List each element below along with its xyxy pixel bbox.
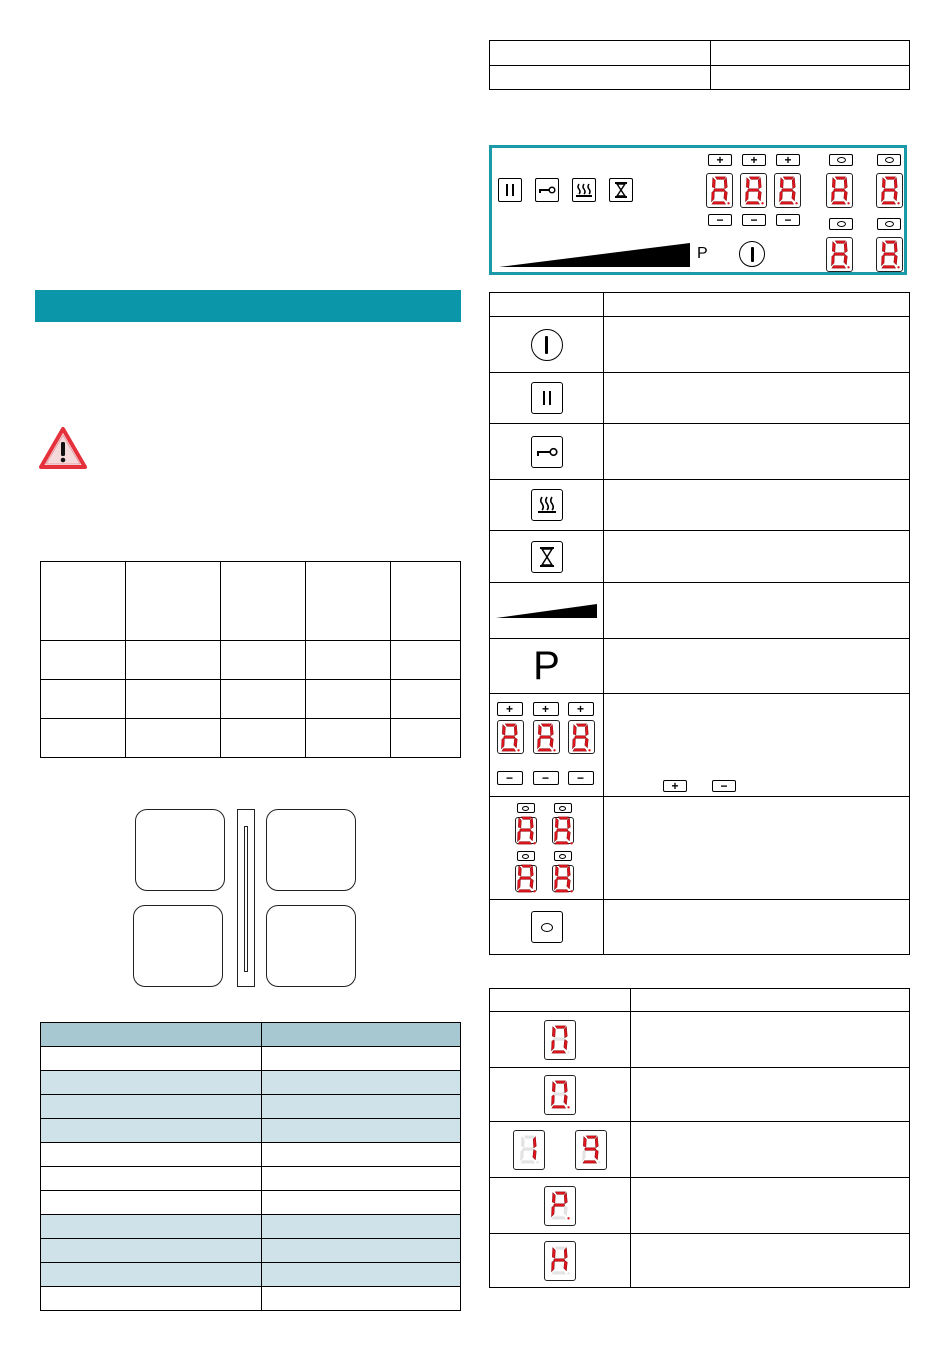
zone-display-group [490,702,603,788]
clock-icon [885,157,894,163]
key-lock-icon [531,436,563,468]
zone1-display [706,173,733,208]
code-zero-display [544,1020,576,1060]
plus-icon: + [568,702,594,716]
lock-button[interactable] [535,178,559,202]
plus-icon: + [663,780,687,792]
power-slider-icon [496,603,598,619]
warning-triangle-icon [38,426,88,470]
pause-icon [504,183,516,197]
timer3-display [826,237,853,272]
hourglass-icon [614,181,628,199]
clock-icon [531,911,563,943]
power-boost-label[interactable]: P [697,245,708,262]
code-zero-dot-display [544,1075,576,1115]
power-slider-icon[interactable] [499,242,691,268]
cooking-zones-diagram [130,805,362,995]
zone2-minus-button[interactable]: − [742,214,766,226]
zone3-plus-button[interactable]: + [776,154,800,166]
keep-warm-icon [575,182,593,198]
zone2-display [740,173,767,208]
on-off-button[interactable] [739,241,765,267]
controls-legend-table [489,292,910,955]
on-off-icon [531,329,563,361]
clock-icon [554,851,572,861]
zone-rear-right [266,905,356,987]
clock-icon [885,221,894,227]
segment-display-icon [515,817,537,844]
zone2-plus-button[interactable]: + [742,154,766,166]
timer4-display [876,237,903,272]
top-info-table [489,40,910,90]
code-p-display [544,1186,576,1226]
control-panel [489,145,907,275]
timer4-button[interactable] [877,218,901,230]
plus-icon: + [533,702,559,716]
timer1-display [826,173,853,208]
hourglass-icon [531,541,563,573]
zone1-minus-button[interactable]: − [708,214,732,226]
timer-button[interactable] [609,178,633,202]
code-nine-display [575,1130,607,1170]
zone1-plus-button[interactable]: + [708,154,732,166]
plus-icon: + [497,702,523,716]
minus-icon: − [497,771,523,785]
segment-display-icon [515,865,537,892]
segment-display-icon [497,720,524,754]
power-boost-icon: P [533,644,560,688]
code-one-display [513,1130,545,1170]
zones-info-table [40,1022,461,1311]
timer-display-group [490,803,603,893]
timer3-button[interactable] [829,218,853,230]
segment-display-icon [568,720,595,754]
zone-front-right [266,809,356,891]
clock-icon [517,803,535,813]
keep-warm-icon [531,489,563,521]
segment-display-icon [533,720,560,754]
pause-icon [531,382,563,414]
minus-icon: − [533,771,559,785]
zone3-display [774,173,801,208]
segment-display-icon [552,865,574,892]
code-h-display [544,1241,576,1281]
key-lock-icon [538,185,556,195]
clock-icon [554,803,572,813]
control-strip [237,809,255,987]
section-header-bar [35,290,461,322]
zone-front-left [135,809,225,891]
power-spec-table [40,561,461,758]
timer2-button[interactable] [877,154,901,166]
clock-icon [837,221,846,227]
zone3-minus-button[interactable]: − [776,214,800,226]
display-codes-table [489,988,910,1288]
clock-icon [517,851,535,861]
zone-rear-left [133,905,223,987]
minus-icon: − [568,771,594,785]
timer1-button[interactable] [829,154,853,166]
timer2-display [876,173,903,208]
pause-button[interactable] [498,178,522,202]
segment-display-icon [552,817,574,844]
keep-warm-button[interactable] [572,178,596,202]
clock-icon [837,157,846,163]
minus-icon: − [712,780,736,792]
